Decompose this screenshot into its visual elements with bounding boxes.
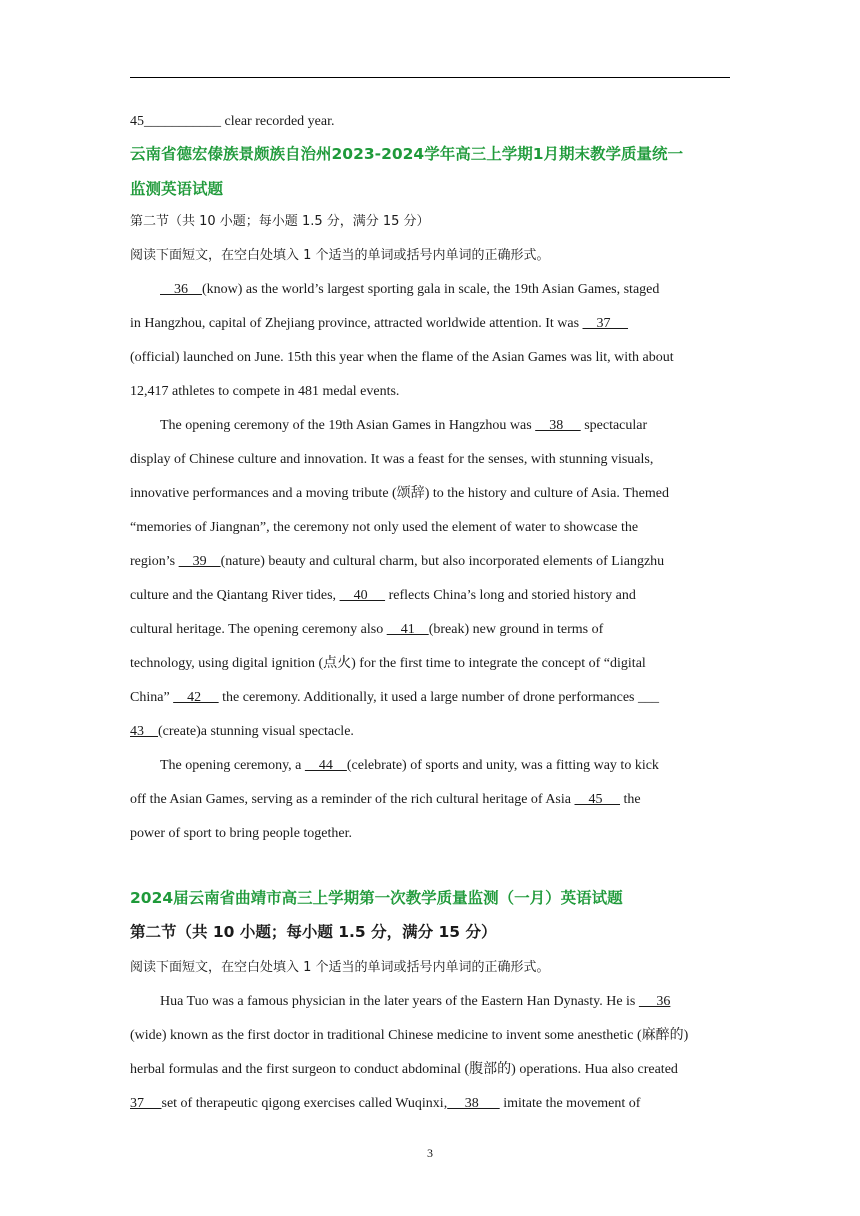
blank-40: 40	[339, 588, 386, 603]
passage1-line: 12,417 athletes to compete in 481 medal events.	[130, 384, 400, 399]
passage1-line: (official) launched on June. 15th this year when the flame of the Asian Games was lit, with about	[130, 350, 674, 365]
passage1-line: in Hangzhou, capital of Zhejiang province, attracted worldwide attention. It was 37	[130, 316, 629, 331]
previous-passage-tail: 45___________ clear recorded year.	[130, 114, 335, 129]
blank-36: 36	[638, 994, 671, 1009]
passage1-line: power of sport to bring people together.	[130, 826, 353, 841]
passage1-line: off the Asian Games, serving as a reminder of the rich cultural heritage of Asia 45 the	[130, 792, 641, 807]
passage1-line: 43 (create)a stunning visual spectacle.	[130, 724, 354, 739]
blank-38: 38	[535, 418, 581, 433]
passage2-line: Hua Tuo was a famous physician in the later years of the Eastern Han Dynasty. He is 36	[160, 994, 671, 1009]
blank-36: 36	[160, 282, 202, 297]
blank-38: 38	[447, 1096, 500, 1111]
passage1-line: innovative performances and a moving tribute (颂辞) to the history and culture of Asia. Themed	[130, 486, 669, 501]
section1-instruction: 阅读下面短文，在空白处填入 1 个适当的单词或括号内单词的正确形式。	[130, 248, 550, 263]
passage1-line: display of Chinese culture and innovation. It was a feast for the senses, with stunning visuals,	[130, 452, 654, 467]
section2-title: 2024届云南省曲靖市高三上学期第一次教学质量监测（一月）英语试题	[130, 889, 623, 907]
passage1-line: “memories of Jiangnan”, the ceremony not only used the element of water to showcase the	[130, 520, 639, 535]
passage1-line: 36 (know) as the world’s largest sporting gala in scale, the 19th Asian Games, staged	[160, 282, 660, 297]
section1-title-line2: 监测英语试题	[130, 180, 224, 198]
blank-45: 45	[574, 792, 620, 807]
passage2-line: (wide) known as the first doctor in traditional Chinese medicine to invent some anesthetic (麻醉的)	[130, 1028, 689, 1043]
page-number: 3	[427, 1146, 433, 1160]
section1-subheading: 第二节（共 10 小题；每小题 1.5 分，满分 15 分）	[130, 214, 430, 229]
blank-43: 43	[130, 724, 158, 739]
passage1-line: region’s 39 (nature) beauty and cultural charm, but also incorporated elements of Liangzhu	[130, 554, 665, 569]
passage2-line: herbal formulas and the first surgeon to conduct abdominal (腹部的) operations. Hua also created	[130, 1062, 678, 1077]
passage2-line: 37 set of therapeutic qigong exercises called Wuqinxi, 38 imitate the movement of	[130, 1096, 641, 1111]
section1-title-line1: 云南省德宏傣族景颇族自治州2023-2024学年高三上学期1月期末教学质量统一	[130, 145, 683, 163]
section2-subheading: 第二节（共 10 小题；每小题 1.5 分，满分 15 分）	[130, 923, 497, 941]
passage1-line: The opening ceremony, a 44 (celebrate) of sports and unity, was a fitting way to kick	[160, 758, 659, 773]
passage1-line: technology, using digital ignition (点火) for the first time to integrate the concept of “digital	[130, 656, 646, 671]
passage1-line: China” 42 the ceremony. Additionally, it used a large number of drone performances ___	[130, 690, 659, 705]
blank-44: 44	[304, 758, 347, 773]
passage1-line: culture and the Qiantang River tides, 40 reflects China’s long and storied history and	[130, 588, 636, 603]
blank-37: 37	[582, 316, 629, 331]
blank-41: 41	[386, 622, 429, 637]
section2-instruction: 阅读下面短文，在空白处填入 1 个适当的单词或括号内单词的正确形式。	[130, 960, 550, 975]
passage1-line: cultural heritage. The opening ceremony also 41 (break) new ground in terms of	[130, 622, 604, 637]
blank-42: 42	[173, 690, 219, 705]
header-rule	[130, 77, 730, 78]
blank-39: 39	[178, 554, 221, 569]
blank-37: 37	[130, 1096, 162, 1111]
passage1-line: The opening ceremony of the 19th Asian Games in Hangzhou was 38 spectacular	[160, 418, 648, 433]
